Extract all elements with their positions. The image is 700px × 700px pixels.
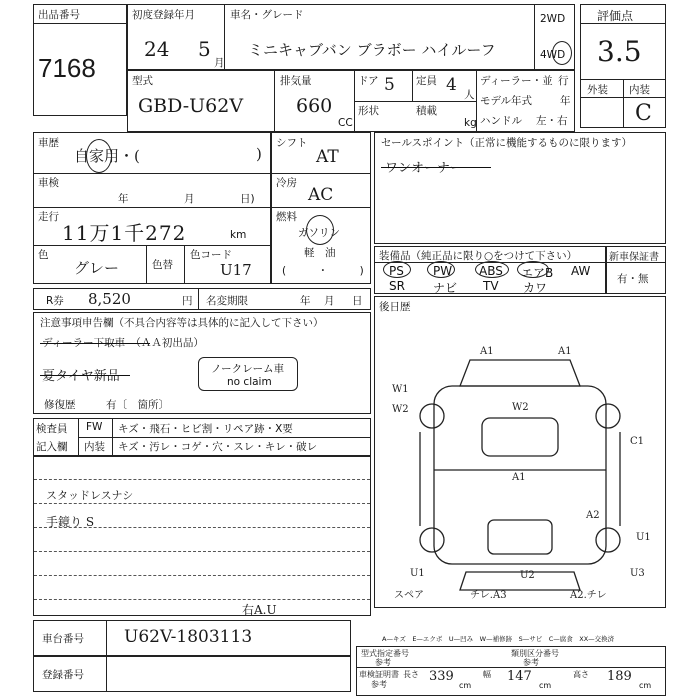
rating-box (580, 4, 666, 128)
sales-point-label: セールスポイント（正常に機能するものに限ります） (381, 137, 633, 149)
car-name-value: ミニキャブバン ブラボー ハイルーフ (248, 41, 496, 59)
mark-c1: C1 (630, 436, 645, 447)
month-unit: 月 (214, 57, 225, 69)
color-code: U17 (220, 261, 252, 279)
bottom-note1: チレ.A3 (470, 590, 507, 601)
history-circle (86, 139, 112, 173)
displacement-label: 排気量 (280, 75, 312, 87)
deadline-month: 月 (324, 295, 335, 307)
drive-4wd: 4WD (540, 49, 566, 61)
load-label: 積載 (416, 105, 437, 117)
fuel-gas: ガソリン (298, 227, 340, 239)
w-label: 幅 (483, 670, 491, 679)
fuel-label: 燃料 (276, 211, 297, 223)
first-reg-month: 5 (198, 37, 211, 61)
handle-tail: 左・右 (536, 115, 568, 127)
lot-box (33, 4, 127, 116)
model-year-tail: 年 (560, 95, 571, 107)
wheel-rr (596, 528, 620, 552)
shift-label: シフト (276, 137, 308, 149)
color-value: グレー (74, 259, 120, 277)
spare-label: スペア (394, 590, 424, 601)
doors-value: 5 (384, 75, 395, 95)
h-label: 高さ (573, 670, 589, 679)
reg-row (33, 656, 351, 692)
wheel-rl (420, 528, 444, 552)
notes-line2: 夏タイヤ新品 (42, 369, 120, 384)
lot-label: 出品番号 (38, 9, 80, 21)
warranty-box (606, 246, 666, 294)
mark-u1-r: U1 (636, 532, 651, 543)
mark-u1-l: U1 (410, 568, 425, 579)
inspector-label2: 記入欄 (36, 441, 68, 453)
notes-line1: ディーラー下取車 （ＡＡ初出品） (42, 337, 204, 349)
mark-u2: U2 (520, 570, 535, 581)
mark-a1-l: A1 (480, 346, 494, 357)
recycle-label: R券 (46, 295, 64, 307)
car-diagram (380, 340, 660, 602)
warranty-value: 有・無 (617, 273, 649, 285)
lot-number: 7168 (38, 53, 96, 83)
displacement-unit: CC (338, 117, 353, 129)
dealer-tail: 行 (558, 75, 569, 87)
equip-ps-circle (383, 261, 411, 278)
inspection-year: 年 (118, 193, 129, 205)
mid-info (271, 132, 371, 284)
capacity-unit: 人 (464, 89, 475, 101)
load-unit: kg (464, 117, 477, 129)
mark-w2: W2 (512, 402, 529, 413)
equip-sr: SR (389, 279, 405, 293)
len-value: 339 (429, 669, 454, 684)
equip-pw-circle (427, 261, 455, 278)
header-box (127, 4, 575, 70)
displacement-value: 660 (296, 95, 333, 117)
roof-front (460, 360, 580, 386)
model-row (127, 70, 575, 132)
ref1: 参考 (375, 658, 391, 667)
chassis-label: 車台番号 (42, 633, 84, 645)
noclaim-en: no claim (227, 376, 272, 388)
notes-box (33, 312, 371, 414)
repair-label: 修復歴 (44, 399, 76, 411)
ac-value: AC (308, 185, 334, 205)
spec-box (356, 646, 666, 696)
w-value: 147 (507, 669, 532, 684)
shape-label: 形状 (358, 105, 379, 117)
windshield (482, 418, 558, 456)
h-unit: cm (639, 681, 652, 690)
recycle-unit: 円 (182, 295, 193, 307)
fuel-paren: ( ・ ) (282, 265, 364, 277)
equip-abs: ABS (479, 264, 503, 278)
fw-items: キズ・飛石・ヒビ割・リペア跡・X要 (118, 423, 293, 435)
fw-label: FW (86, 421, 103, 433)
capacity-value: 4 (446, 75, 457, 95)
deadline-label: 名変期限 (206, 295, 248, 307)
ext-label: 外装 (587, 84, 608, 96)
rear-window (488, 520, 552, 554)
mark-a1-roof: A1 (512, 472, 526, 483)
interior-items: キズ・汚レ・コゲ・穴・スレ・キレ・破レ (118, 441, 318, 453)
car-name-label: 車名・グレード (230, 9, 304, 21)
mark-w1: W1 (392, 384, 409, 395)
repair-value: 有〔 箇所〕 (106, 399, 169, 411)
mark-w2-side: W2 (392, 404, 409, 415)
recycle-value: 8,520 (88, 290, 131, 308)
inspector-sign: 右A.U (242, 603, 277, 617)
inspection-label: 車検 (38, 177, 59, 189)
equip-navi: ナビ (433, 281, 458, 295)
rating-label: 評価点 (597, 9, 634, 23)
inspector-row (33, 418, 371, 456)
reg-label: 登録番号 (42, 669, 84, 681)
equip-airbag: エアB (521, 266, 554, 280)
int-label: 内装 (629, 84, 650, 96)
mileage-label: 走行 (38, 211, 59, 223)
mark-u3: U3 (630, 568, 645, 579)
fuel-diesel: 軽 油 (304, 247, 336, 259)
noclaim-stamp (198, 357, 298, 391)
drive-2wd: 2WD (540, 13, 566, 25)
color-label: 色 (38, 249, 49, 261)
inspection-month: 月 (184, 193, 195, 205)
wheel-fl (420, 404, 444, 428)
left-info (33, 132, 271, 284)
dealer-label: ディーラー・並 (480, 75, 553, 87)
inspector-label1: 検査員 (36, 423, 68, 435)
wheel-fr (596, 404, 620, 428)
model-label: 型式 (132, 75, 153, 87)
fuel-circle (306, 215, 334, 245)
inspection-day: 日) (240, 193, 255, 205)
color-code-label: 色コード (190, 249, 232, 261)
class-no-label: 類別区分番号 (511, 649, 559, 658)
inspector-note1: スタッドレスナシ (46, 489, 134, 502)
h-value: 189 (607, 669, 632, 684)
equip-tv: TV (483, 279, 499, 293)
shift-value: AT (316, 147, 339, 167)
len-label: 長さ (403, 670, 419, 679)
mark-a2: A2 (586, 510, 600, 521)
history-close: ) (256, 145, 262, 163)
equipment-label: 装備品（純正品に限り○をつけて下さい） (379, 250, 578, 262)
inspector-notes-box (33, 456, 371, 616)
noclaim-jp: ノークレーム車 (211, 363, 285, 375)
deadline-day: 日 (352, 295, 363, 307)
handle-label: ハンドル (480, 115, 522, 127)
cert-label: 車検証明書 (359, 670, 399, 679)
chassis-value: U62V-1803113 (124, 627, 253, 647)
equipment-box (374, 246, 606, 294)
model-value: GBD-U62V (138, 95, 244, 117)
history-label: 車歴 (38, 137, 59, 149)
warranty-label: 新車保証書 (609, 252, 659, 263)
int-value: C (635, 101, 652, 126)
deadline-year: 年 (300, 295, 311, 307)
first-reg-year: 24 (144, 37, 170, 61)
legend: A—キズ E—エクボ U—凹み W—補修跡 S—サビ C—腐食 XX—交換済 (382, 635, 615, 643)
drive-circle (552, 41, 572, 65)
w-unit: cm (539, 681, 552, 690)
ref2: 参考 (523, 658, 539, 667)
chassis-row (33, 620, 351, 656)
mark-a1-r: A1 (558, 346, 572, 357)
ref3: 参考 (371, 680, 387, 689)
first-reg-label: 初度登録年月 (132, 9, 195, 21)
interior-label: 内装 (84, 441, 105, 453)
equip-airbag-circle (517, 261, 549, 278)
ac-label: 冷房 (276, 177, 297, 189)
color-change-label: 色替 (152, 259, 173, 271)
type-no-label: 型式指定番号 (361, 649, 409, 658)
equip-aw: AW (571, 264, 591, 278)
equip-pw: PW (433, 264, 453, 278)
sales-point-value: ワンオーナー (385, 161, 464, 176)
recycle-row (33, 288, 371, 310)
equip-ps: PS (389, 264, 404, 278)
rating-value: 3.5 (597, 35, 642, 68)
notes-label: 注意事項申告欄（不具合内容等は具体的に記入して下さい） (40, 317, 324, 329)
doors-label: ドア (358, 75, 379, 87)
model-year-label: モデル年式 (480, 95, 532, 107)
equip-abs-circle (475, 261, 509, 278)
bottom-note2: A2.チレ (570, 590, 607, 601)
capacity-label: 定員 (416, 75, 437, 87)
history-value: 自家用・( (74, 147, 140, 165)
equip-leather: カワ (523, 281, 548, 295)
mileage-unit: km (230, 229, 247, 241)
mileage-value: 11万1千272 (62, 221, 187, 245)
len-unit: cm (459, 681, 472, 690)
inspector-note2: 手鏡り S (46, 515, 95, 529)
after-history-label: 後日歴 (379, 301, 411, 313)
sales-point-box (374, 132, 666, 244)
